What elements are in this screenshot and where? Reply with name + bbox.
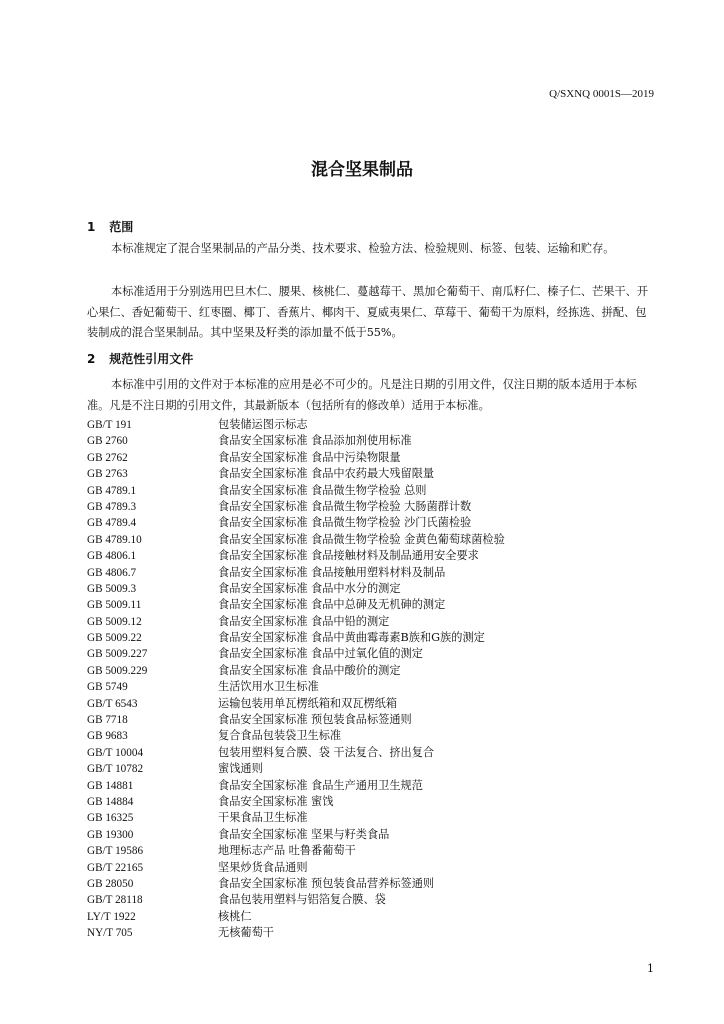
reference-row bbox=[87, 417, 505, 433]
reference-code: NY/T 705 bbox=[87, 927, 133, 940]
reference-code: GB 2762 bbox=[87, 451, 128, 464]
section-number: 2 bbox=[87, 352, 96, 366]
reference-code: GB 14884 bbox=[87, 795, 134, 808]
reference-code: GB 4789.10 bbox=[87, 533, 142, 546]
reference-code: GB 5009.229 bbox=[87, 664, 148, 677]
reference-title: 干果食品卫生标准 bbox=[218, 811, 308, 825]
reference-row bbox=[87, 581, 505, 597]
reference-title: 复合食品包装袋卫生标准 bbox=[218, 729, 342, 743]
reference-code: GB 5009.12 bbox=[87, 615, 142, 628]
reference-title: 食品安全国家标准 食品添加剂使用标准 bbox=[218, 434, 412, 448]
reference-row bbox=[87, 892, 505, 908]
reference-row bbox=[87, 663, 505, 679]
reference-code: GB 4806.7 bbox=[87, 566, 137, 579]
reference-title: 食品安全国家标准 食品中水分的测定 bbox=[218, 581, 401, 595]
reference-title: 蜜饯通则 bbox=[218, 762, 263, 776]
reference-title: 食品安全国家标准 食品中总砷及无机砷的测定 bbox=[218, 598, 446, 612]
reference-row bbox=[87, 876, 505, 892]
reference-title: 生活饮用水卫生标准 bbox=[218, 680, 319, 694]
section-number: 1 bbox=[87, 220, 96, 234]
reference-title: 食品安全国家标准 食品中铅的测定 bbox=[218, 614, 390, 628]
reference-row bbox=[87, 843, 505, 859]
reference-title: 食品安全国家标准 食品生产通用卫生规范 bbox=[218, 778, 423, 792]
reference-title: 包装储运图示标志 bbox=[218, 418, 308, 431]
reference-title: 运输包装用单瓦楞纸箱和双瓦楞纸箱 bbox=[218, 696, 398, 710]
reference-row bbox=[87, 827, 505, 843]
reference-row bbox=[87, 860, 505, 876]
scope-paragraph-1: 本标准规定了混合坚果制品的产品分类、技术要求、检验方法、检验规则、标签、包装、运输和贮存。 bbox=[111, 242, 615, 255]
reference-title: 核桃仁 bbox=[218, 909, 252, 923]
reference-title: 食品安全国家标准 食品微生物学检验 金黄色葡萄球菌检验 bbox=[218, 532, 505, 546]
reference-row bbox=[87, 679, 505, 695]
reference-code: GB/T 191 bbox=[87, 419, 132, 431]
reference-title: 地理标志产品 吐鲁番葡萄干 bbox=[218, 844, 356, 858]
reference-title: 食品安全国家标准 食品接触用塑料材料及制品 bbox=[218, 565, 446, 579]
reference-row bbox=[87, 794, 505, 810]
reference-row bbox=[87, 646, 505, 662]
reference-row bbox=[87, 466, 505, 482]
section-heading-text: 规范性引用文件 bbox=[109, 352, 194, 366]
reference-code: GB 4789.3 bbox=[87, 500, 137, 513]
section-heading-normative-references bbox=[87, 350, 193, 367]
reference-title: 食品安全国家标准 预包装食品营养标签通则 bbox=[218, 876, 435, 890]
reference-code: GB 5009.3 bbox=[87, 582, 137, 595]
reference-row bbox=[87, 745, 505, 761]
reference-row bbox=[87, 597, 505, 613]
reference-row bbox=[87, 810, 505, 826]
reference-code: GB 7718 bbox=[87, 714, 128, 727]
reference-title: 包装用塑料复合膜、袋 干法复合、挤出复合 bbox=[218, 745, 435, 759]
reference-row bbox=[87, 565, 505, 581]
reference-code: GB/T 10004 bbox=[87, 746, 144, 759]
document-code: Q/SXNQ 0001S—2019 bbox=[549, 88, 654, 100]
reference-list bbox=[87, 417, 505, 942]
reference-code: GB/T 28118 bbox=[87, 894, 143, 907]
reference-code: GB 9683 bbox=[87, 730, 128, 743]
reference-code: GB 28050 bbox=[87, 877, 134, 890]
reference-row bbox=[87, 499, 505, 515]
reference-code: GB 5009.227 bbox=[87, 648, 148, 661]
reference-title: 坚果炒货食品通则 bbox=[218, 860, 308, 874]
reference-row bbox=[87, 925, 505, 941]
reference-row bbox=[87, 450, 505, 466]
reference-code: GB/T 22165 bbox=[87, 861, 144, 874]
reference-code: GB 4806.1 bbox=[87, 550, 137, 563]
reference-code: GB 5009.22 bbox=[87, 632, 142, 645]
reference-code: GB 4789.4 bbox=[87, 517, 137, 530]
reference-code: GB 19300 bbox=[87, 828, 134, 841]
reference-row bbox=[87, 728, 505, 744]
reference-title: 食品安全国家标准 食品中过氧化值的测定 bbox=[218, 647, 423, 661]
reference-row bbox=[87, 483, 505, 499]
reference-title: 无核葡萄干 bbox=[218, 926, 274, 940]
reference-title: 食品安全国家标准 食品微生物学检验 总则 bbox=[218, 483, 427, 497]
reference-row bbox=[87, 548, 505, 564]
reference-row bbox=[87, 532, 505, 548]
reference-row bbox=[87, 515, 505, 531]
reference-code: GB 2763 bbox=[87, 468, 128, 481]
reference-title: 食品安全国家标准 预包装食品标签通则 bbox=[218, 713, 412, 727]
reference-code: GB 2760 bbox=[87, 435, 128, 448]
reference-code: GB 4789.1 bbox=[87, 484, 137, 497]
reference-title: 食品安全国家标准 食品中黄曲霉毒素B族和G族的测定 bbox=[218, 631, 485, 645]
reference-title: 食品安全国家标准 食品中污染物限量 bbox=[218, 450, 401, 464]
reference-title: 食品安全国家标准 蜜饯 bbox=[218, 794, 334, 808]
scope-paragraph-2: 本标准适用于分别选用巴旦木仁、腰果、核桃仁、蔓越莓干、黑加仑葡萄干、南瓜籽仁、榛子仁、芒果干、开心果仁、香妃葡萄干、红枣圈、椰丁、香蕉片、椰肉干、夏威夷果仁、草莓干、葡萄干为原料，经拣选、拼配、包装制成的混合坚果制品。其中坚果及籽类的添加量不低于55%。 bbox=[87, 285, 649, 339]
reference-code: GB/T 19586 bbox=[87, 845, 144, 858]
reference-code: GB 5749 bbox=[87, 681, 128, 694]
reference-code: LY/T 1922 bbox=[87, 910, 136, 923]
document-title: 混合坚果制品 bbox=[311, 160, 413, 180]
reference-code: GB 14881 bbox=[87, 779, 134, 792]
reference-row bbox=[87, 614, 505, 630]
reference-code: GB/T 10782 bbox=[87, 763, 144, 776]
reference-row bbox=[87, 778, 505, 794]
reference-title: 食品安全国家标准 食品微生物学检验 大肠菌群计数 bbox=[218, 499, 472, 513]
reference-row bbox=[87, 712, 505, 728]
section-heading-text: 范围 bbox=[109, 220, 134, 234]
section-heading-scope bbox=[87, 218, 133, 235]
references-intro-paragraph: 本标准中引用的文件对于本标准的应用是必不可少的。凡是注日期的引用文件，仅注日期的版本适用于本标准。凡是不注日期的引用文件，其最新版本（包括所有的修改单）适用于本标准。 bbox=[87, 378, 637, 412]
reference-title: 食品安全国家标准 坚果与籽类食品 bbox=[218, 827, 390, 841]
reference-title: 食品安全国家标准 食品微生物学检验 沙门氏菌检验 bbox=[218, 516, 472, 530]
reference-title: 食品安全国家标准 食品中农药最大残留限量 bbox=[218, 467, 435, 481]
reference-title: 食品包装用塑料与铝箔复合膜、袋 bbox=[218, 893, 386, 907]
reference-code: GB/T 6543 bbox=[87, 697, 138, 710]
reference-row bbox=[87, 909, 505, 925]
reference-title: 食品安全国家标准 食品接触材料及制品通用安全要求 bbox=[218, 549, 479, 563]
reference-title: 食品安全国家标准 食品中酸价的测定 bbox=[218, 663, 401, 677]
page-number: 1 bbox=[647, 962, 654, 975]
reference-row bbox=[87, 630, 505, 646]
reference-code: GB 16325 bbox=[87, 812, 134, 825]
reference-row bbox=[87, 696, 505, 712]
reference-row bbox=[87, 433, 505, 449]
reference-code: GB 5009.11 bbox=[87, 599, 142, 612]
reference-row bbox=[87, 761, 505, 777]
